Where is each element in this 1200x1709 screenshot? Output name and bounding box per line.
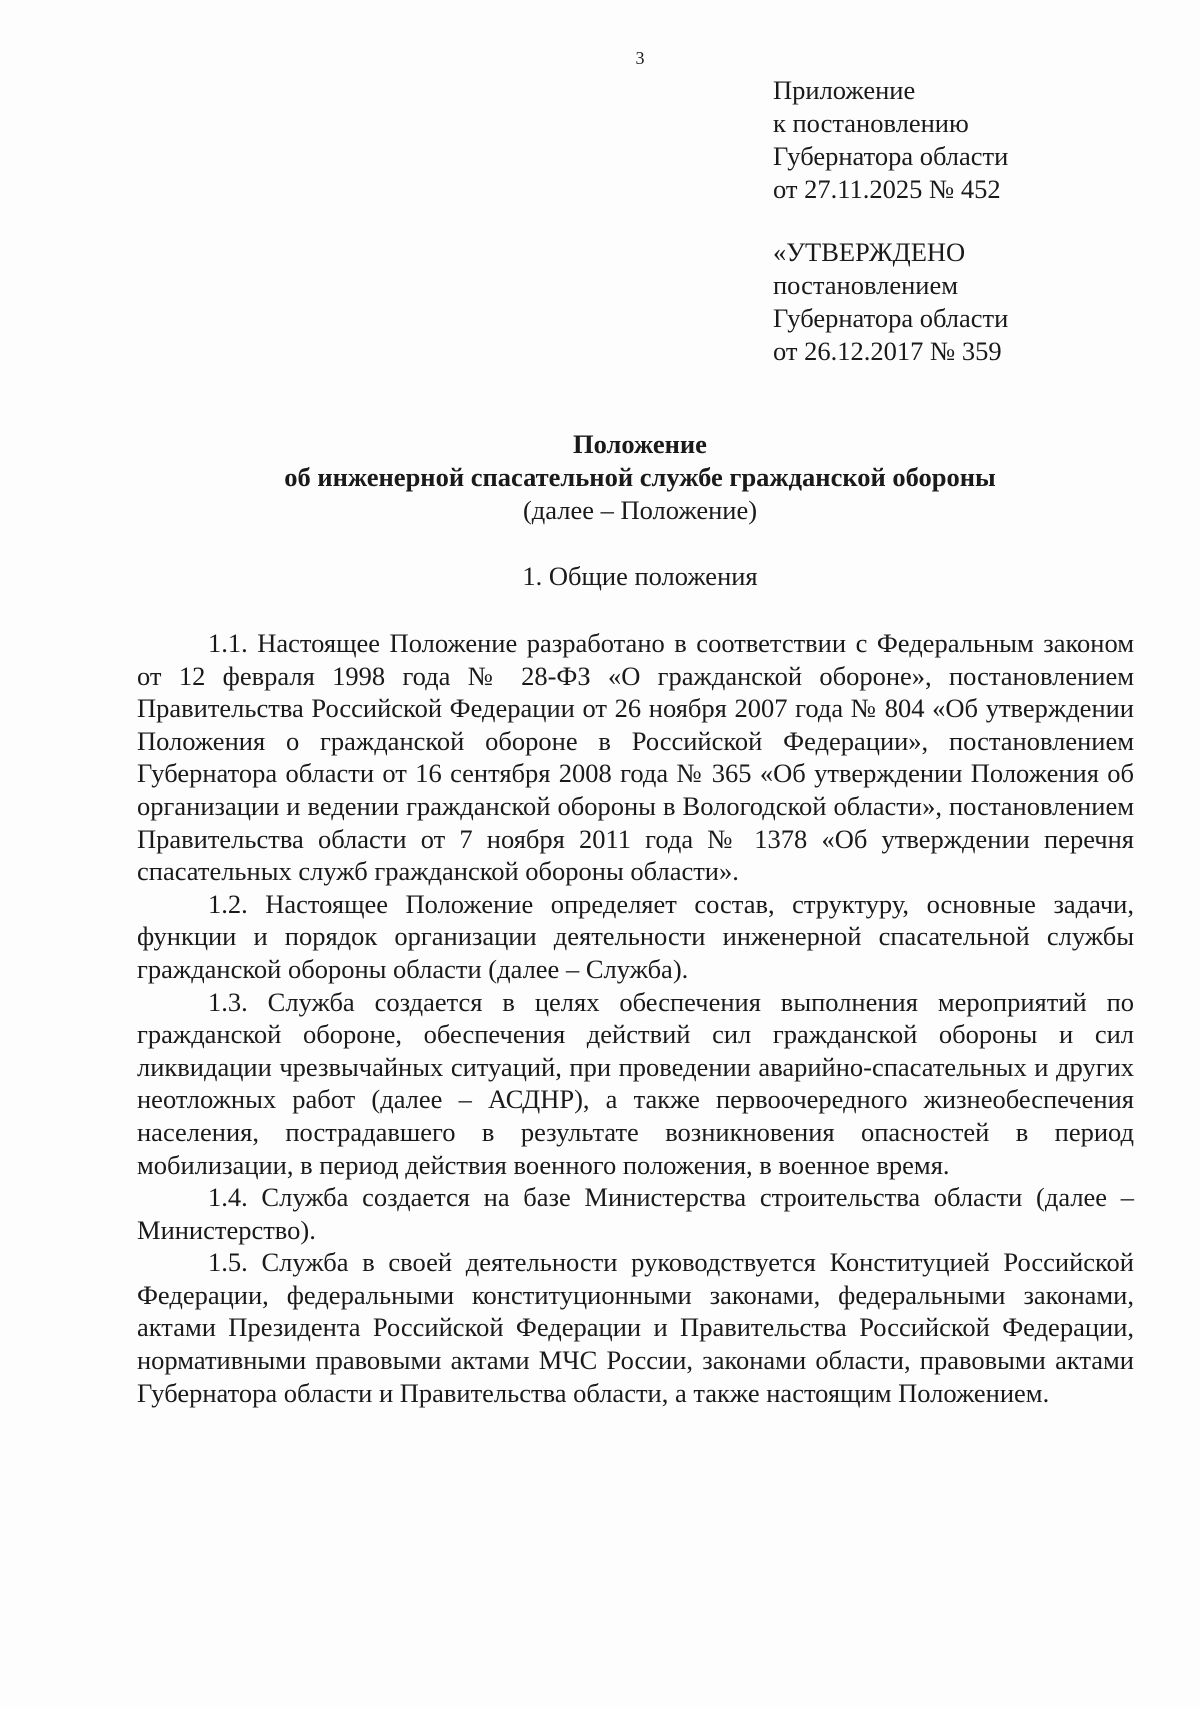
document-title — [0, 428, 1200, 527]
approval-line: от 26.12.2017 № 359 — [773, 336, 1002, 366]
title-note: (далее – Положение) — [522, 495, 758, 525]
paragraph-1-5: 1.5. Служба в своей деятельности руководствуется Конституцией Российской Федерации, федеральными конституционными законами, федеральными законами, актами Президента Российской Федерации и Правительства Российской Федерации, нормативными правовыми актами МЧС России, законами области, правовыми актами Губернатора области и Правительства области, а также настоящим Положением. — [137, 1247, 1134, 1408]
title-subtitle: об инженерной спасательной службе гражданской обороны — [284, 462, 996, 492]
appendix-line: от 27.11.2025 № 452 — [773, 174, 1001, 204]
appendix-block — [773, 74, 1008, 206]
section-body — [137, 627, 1134, 1409]
appendix-line: к постановлению — [773, 108, 969, 138]
title-main: Положение — [573, 429, 707, 459]
approval-line: «УТВЕРЖДЕНО — [773, 237, 966, 267]
paragraph-1-3: 1.3. Служба создается в целях обеспечения выполнения мероприятий по гражданской обороне, обеспечения действий сил гражданской обороны и сил ликвидации чрезвычайных ситуаций, при проведении аварийно-спасательных и других неотложных работ (далее – АСДНР), а также первоочередного жизнеобеспечения населения, пострадавшего в результате возникновения опасностей в период мобилизации, в период действия военного положения, в военное время. — [137, 986, 1134, 1180]
section-heading: 1. Общие положения — [522, 561, 758, 591]
paragraph-1-1: 1.1. Настоящее Положение разработано в соответствии с Федеральным законом от 12 февраля 1998 года № 28-ФЗ «О гражданской обороне», постановлением Правительства Российской Федерации от 26 ноября 2007 года № 804 «Об утверждении Положения о гражданской обороне в Российской Федерации», постановлением Губернатора области от 16 сентября 2008 года № 365 «Об утверждении Положения об организации и ведении гражданской обороны в Вологодской области», постановлением Правительства области от 7 ноября 2011 года № 1378 «Об утверждении перечня спасательных служб гражданской обороны области». — [137, 628, 1134, 887]
approval-line: Губернатора области — [773, 303, 1009, 333]
approval-line: постановлением — [773, 270, 958, 300]
page-number: 3 — [635, 48, 645, 68]
appendix-line: Приложение — [773, 75, 916, 105]
paragraph-1-4: 1.4. Служба создается на базе Министерства строительства области (далее – Министерство). — [137, 1182, 1134, 1245]
paragraph-1-2: 1.2. Настоящее Положение определяет состав, структуру, основные задачи, функции и порядок организации деятельности инженерной спасательной службы гражданской обороны области (далее – Служба). — [137, 888, 1134, 984]
approval-block — [773, 236, 1008, 368]
appendix-line: Губернатора области — [773, 141, 1009, 171]
